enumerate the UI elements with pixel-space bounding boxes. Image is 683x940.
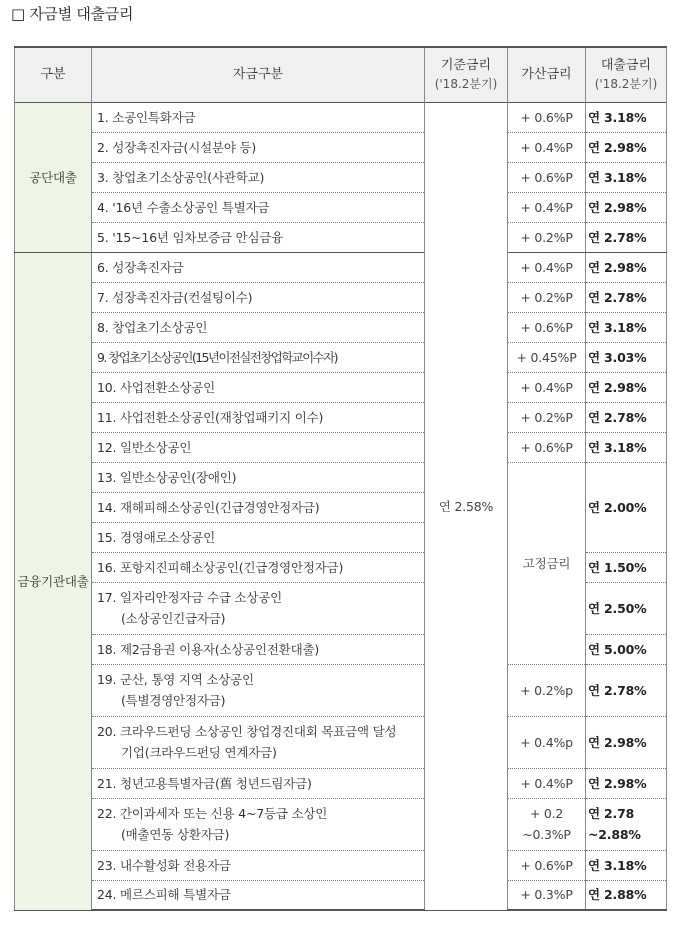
group-label-corporation: 공단대출 bbox=[15, 102, 92, 252]
spread-value: + 0.4%P bbox=[508, 252, 586, 282]
fund-item-line1: 17. 일자리안정자금 수급 소상공인 bbox=[97, 590, 282, 605]
header-category: 구분 bbox=[15, 47, 92, 102]
spread-value: + 0.6%P bbox=[508, 432, 586, 462]
fund-item: 7. 성장촉진자금(컨설팅이수) bbox=[92, 282, 425, 312]
fund-item: 12. 일반소상공인 bbox=[92, 432, 425, 462]
fund-item: 14. 재해피해소상공인(긴급경영안정자금) bbox=[92, 492, 425, 522]
spread-value-line1: + 0.2 bbox=[529, 806, 564, 821]
fund-item: 8. 창업초기소상공인 bbox=[92, 312, 425, 342]
spread-value: + 0.4%P bbox=[508, 132, 586, 162]
fund-item-line1: 22. 간이과세자 또는 신용 4~7등급 소상인 bbox=[97, 806, 328, 821]
loan-rate-table bbox=[14, 46, 667, 911]
table-row bbox=[15, 372, 667, 402]
fund-item: 10. 사업전환소상공인 bbox=[92, 372, 425, 402]
header-spread: 가산금리 bbox=[508, 47, 586, 102]
loan-rate-value bbox=[586, 798, 667, 850]
table-row bbox=[15, 162, 667, 192]
fund-item: 6. 성장촉진자금 bbox=[92, 252, 425, 282]
fixed-rate-label: 고정금리 bbox=[508, 462, 586, 664]
spread-value: + 0.6%P bbox=[508, 102, 586, 132]
loan-rate-value: 연 2.98% bbox=[586, 716, 667, 768]
fund-item: 23. 내수활성화 전용자금 bbox=[92, 850, 425, 880]
spread-value: + 0.2%P bbox=[508, 222, 586, 252]
spread-value: + 0.2%P bbox=[508, 402, 586, 432]
fund-item: 5. '15~16년 임차보증금 안심금융 bbox=[92, 222, 425, 252]
loan-rate-value: 연 2.98% bbox=[586, 132, 667, 162]
table-row bbox=[15, 716, 667, 768]
fund-item: 11. 사업전환소상공인(재창업패키지 이수) bbox=[92, 402, 425, 432]
fund-item-line2: (특별경영안정자금) bbox=[121, 693, 226, 708]
spread-value-line2: ~0.3%P bbox=[522, 827, 571, 842]
group-label-financial-institution: 금융기관대출 bbox=[15, 252, 92, 910]
fund-item: 9. 창업초기소상공인(15년이전실전창업학교이수자) bbox=[92, 342, 425, 372]
header-loan-rate bbox=[586, 47, 667, 102]
fund-item-line1: 20. 크라우드펀딩 소상공인 창업경진대회 목표금액 달성 bbox=[97, 724, 397, 739]
header-base-rate-label: 기준금리 bbox=[440, 57, 492, 73]
loan-rate-value: 연 2.98% bbox=[586, 372, 667, 402]
table-row bbox=[15, 402, 667, 432]
table-row bbox=[15, 342, 667, 372]
table-row bbox=[15, 664, 667, 716]
loan-rate-value: 연 3.18% bbox=[586, 850, 667, 880]
fund-item: 1. 소공인특화자금 bbox=[92, 102, 425, 132]
loan-rate-value: 연 2.98% bbox=[586, 252, 667, 282]
fund-item-line2: 기업(크라우드펀딩 연계자금) bbox=[121, 745, 277, 760]
spread-value: + 0.6%P bbox=[508, 162, 586, 192]
spread-value: + 0.45%P bbox=[508, 342, 586, 372]
loan-rate-value: 연 3.03% bbox=[586, 342, 667, 372]
spread-value: + 0.6%P bbox=[508, 850, 586, 880]
loan-rate-value-line2: ~2.88% bbox=[588, 827, 641, 842]
fund-item: 3. 창업초기소상공인(사관학교) bbox=[92, 162, 425, 192]
fund-item bbox=[92, 798, 425, 850]
table-row bbox=[15, 850, 667, 880]
loan-rate-value: 연 2.78% bbox=[586, 664, 667, 716]
spread-value: + 0.4%P bbox=[508, 768, 586, 798]
table-row bbox=[15, 102, 667, 132]
spread-value: + 0.3%P bbox=[508, 880, 586, 910]
table-row bbox=[15, 312, 667, 342]
fund-item: 13. 일반소상공인(장애인) bbox=[92, 462, 425, 492]
fund-item bbox=[92, 582, 425, 634]
fund-item-line1: 19. 군산, 통영 지역 소상공인 bbox=[97, 672, 254, 687]
fund-item-line2: (매출연동 상환자금) bbox=[121, 827, 230, 842]
loan-rate-value: 연 2.78% bbox=[586, 222, 667, 252]
table-row bbox=[15, 252, 667, 282]
table-row bbox=[15, 880, 667, 910]
loan-rate-value: 연 2.00% bbox=[586, 462, 667, 552]
spread-value: + 0.6%P bbox=[508, 312, 586, 342]
header-fund-type: 자금구분 bbox=[92, 47, 425, 102]
fund-item: 21. 청년고용특별자금(舊 청년드림자금) bbox=[92, 768, 425, 798]
fund-item: 2. 성장촉진자금(시설분야 등) bbox=[92, 132, 425, 162]
fund-item: 4. '16년 수출소상공인 특별자금 bbox=[92, 192, 425, 222]
spread-value: + 0.4%P bbox=[508, 372, 586, 402]
header-base-rate bbox=[425, 47, 508, 102]
base-rate-value: 연 2.58% bbox=[425, 102, 508, 910]
table-row bbox=[15, 768, 667, 798]
table-header-row bbox=[15, 47, 667, 102]
fund-item: 24. 메르스피해 특별자금 bbox=[92, 880, 425, 910]
spread-value: + 0.2%P bbox=[508, 282, 586, 312]
header-base-rate-period: ('18.2분기) bbox=[434, 76, 498, 91]
loan-rate-value: 연 1.50% bbox=[586, 552, 667, 582]
table-row bbox=[15, 282, 667, 312]
fund-item: 15. 경영애로소상공인 bbox=[92, 522, 425, 552]
header-loan-rate-period: ('18.2분기) bbox=[594, 76, 658, 91]
fund-item bbox=[92, 664, 425, 716]
loan-rate-value: 연 2.98% bbox=[586, 192, 667, 222]
table-row bbox=[15, 432, 667, 462]
loan-rate-value: 연 2.78% bbox=[586, 402, 667, 432]
spread-value: + 0.2%p bbox=[508, 664, 586, 716]
spread-value: + 0.4%P bbox=[508, 192, 586, 222]
loan-rate-value: 연 2.78% bbox=[586, 282, 667, 312]
loan-rate-value: 연 2.50% bbox=[586, 582, 667, 634]
header-loan-rate-label: 대출금리 bbox=[600, 57, 652, 73]
fund-item bbox=[92, 716, 425, 768]
fund-item-line2: (소상공인긴급자금) bbox=[121, 611, 226, 626]
loan-rate-value: 연 5.00% bbox=[586, 634, 667, 664]
loan-rate-value: 연 2.98% bbox=[586, 768, 667, 798]
table-row bbox=[15, 132, 667, 162]
loan-rate-value: 연 3.18% bbox=[586, 102, 667, 132]
table-row bbox=[15, 798, 667, 850]
table-row bbox=[15, 462, 667, 492]
fund-item: 18. 제2금융권 이용자(소상공인전환대출) bbox=[92, 634, 425, 664]
loan-rate-value: 연 3.18% bbox=[586, 312, 667, 342]
fund-item: 16. 포항지진피해소상공인(긴급경영안정자금) bbox=[92, 552, 425, 582]
page-title: □ 자금별 대출금리 bbox=[11, 5, 134, 23]
loan-rate-value: 연 3.18% bbox=[586, 432, 667, 462]
loan-rate-value-line1: 연 2.78 bbox=[588, 806, 635, 821]
table-row bbox=[15, 192, 667, 222]
loan-rate-value: 연 3.18% bbox=[586, 162, 667, 192]
table-row bbox=[15, 222, 667, 252]
loan-rate-value: 연 2.88% bbox=[586, 880, 667, 910]
spread-value bbox=[508, 798, 586, 850]
spread-value: + 0.4%p bbox=[508, 716, 586, 768]
